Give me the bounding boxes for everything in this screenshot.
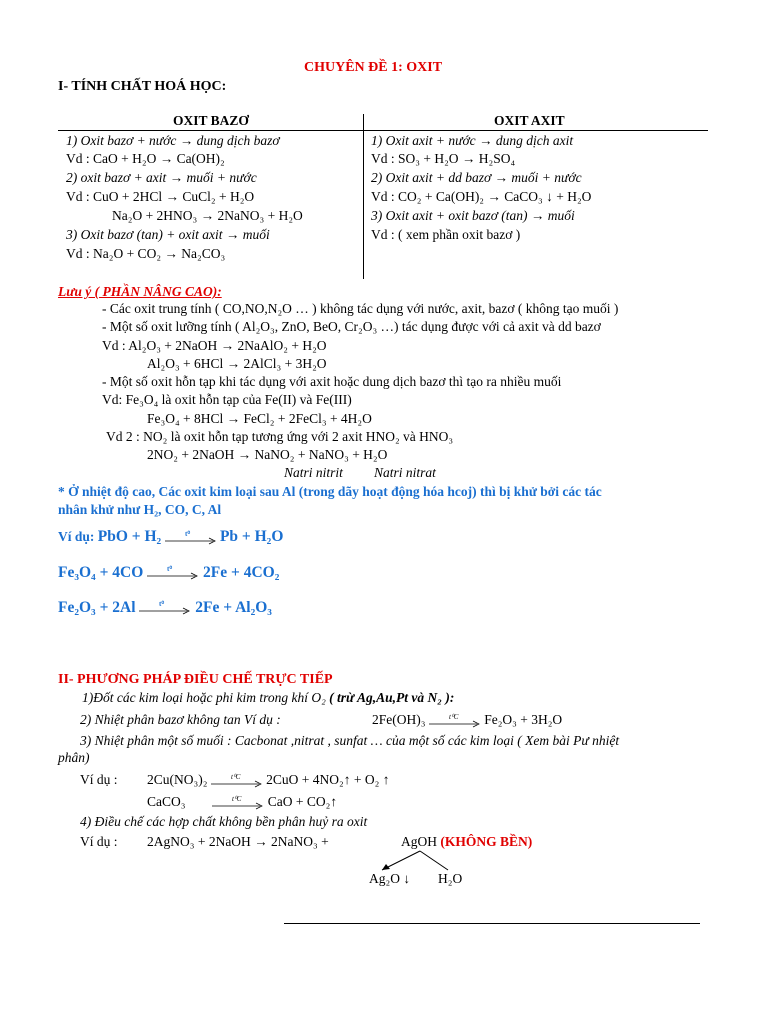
method-3-cont: phân) [58,750,90,765]
footer-rule [284,923,700,924]
method-4: 4) Điều chế các hợp chất không bền phân huỷ ra oxit [80,814,368,829]
heat-arrow-icon [429,712,481,726]
table-right-row: Vd : SO₃ + H₂O → H₂SO₄ [371,151,516,166]
note-label-nitrate: Natri nitrat [374,465,436,480]
section-heading-1: I- TÍNH CHẤT HOÁ HỌC: [58,79,227,94]
eq-right: 2Fe + 4CO₂ [203,564,280,581]
table-left-row: 2) oxit bazơ + axit → muối + nước [66,170,257,185]
note-line: Al₂O₃ + 6HCl → 2AlCl₃ + 3H₂O [147,356,327,371]
table-right-row: 3) Oxit axit + oxit bazơ (tan) → muối [371,208,575,223]
note-heading: Lưu ý ( PHẦN NÂNG CAO): [58,284,222,299]
heat-arrow-icon [211,772,263,786]
heat-arrow-icon [139,600,191,613]
method-4-equation: 2AgNO₃ + 2NaOH → 2NaNO₃ + [147,834,329,849]
note-line: Vd : Al₂O₃ + 2NaOH → 2NaAlO₂ + H₂O [102,338,327,353]
reduction-equation-2 [58,563,279,583]
table-left-row: Vd : CuO + 2HCl → CuCl₂ + H₂O [66,189,255,204]
note-line: Fe₃O₄ + 8HCl → FeCl₂ + 2FeCl₃ + 4H₂O [147,411,372,426]
note-line: - Một số oxit lưỡng tính ( Al₂O₃, ZnO, BeO, Cr₂O₃ …) tác dụng được với cả axit và dd bazơ [102,319,601,334]
table-header-left: OXIT BAZƠ [173,113,249,128]
note-line: Vd: Fe₃O₄ là oxit hỗn tạp của Fe(II) và Fe(III) [102,392,352,407]
table-column-divider [363,114,364,279]
note-line: - Các oxit trung tính ( CO,NO,N₂O … ) không tác dụng với nước, axit, bazơ ( không tạo muối ) [102,301,619,316]
method-3-equation-1: 2Cu(NO₃)₂ t⁰C 2CuO + 4NO₂↑ + O₂ ↑ [147,772,390,787]
highlight-line: * Ở nhiệt độ cao, Các oxit kim loại sau Al (trong dãy hoạt động hóa hcoj) thì bị khử bởi các tác [58,484,602,499]
table-left-row: Vd : Na₂O + CO₂ → Na₂CO₃ [66,246,226,261]
method-3-equation-2: CaCO₃ t⁰C CaO + CO₂↑ [147,794,338,809]
eq-left: Fe₂O₃ + 2Al [58,599,136,616]
table-left-row: 3) Oxit bazơ (tan) + oxit axit → muối [66,227,270,242]
method-1: 1)Đốt các kim loại hoặc phi kim trong khí O₂ ( trừ Ag,Au,Pt và N₂ ): [82,690,455,705]
svg-text:t⁰C: t⁰C [448,712,459,721]
example-label: Ví dụ : [80,834,118,849]
table-right-row: 2) Oxit axit + dd bazơ → muối + nước [371,170,582,185]
highlight-line: nhân khử như H₂, CO, C, Al [58,502,222,517]
example-label: Ví dụ: [58,529,95,544]
svg-text:t⁰: t⁰ [184,529,190,538]
table-right-row: Vd : CO₂ + Ca(OH)₂ → CaCO₃ ↓ + H₂O [371,189,592,204]
note-line: 2NO₂ + 2NaOH → NaNO₂ + NaNO₃ + H₂O [147,447,388,462]
method-2: 2) Nhiệt phân bazơ không tan Ví dụ : [80,712,281,727]
table-divider [58,130,708,131]
svg-text:t⁰C: t⁰C [230,772,241,781]
method-2-equation: 2Fe(OH)₃ t⁰C Fe₂O₃ + 3H₂O [372,712,563,727]
method-3: 3) Nhiệt phân một số muối : Cacbonat ,nitrat , sunfat … của một số các kim loại ( Xem bài Pư nhiệt [80,733,620,748]
page-title: CHUYÊN ĐỀ 1: OXIT [304,60,443,75]
table-left-row: Na₂O + 2HNO₃ → 2NaNO₃ + H₂O [112,208,303,223]
note-line: Vd 2 : NO₂ là oxit hỗn tạp tương ứng với 2 axit HNO₂ và HNO₃ [106,429,454,444]
eq-left: Fe₃O₄ + 4CO [58,564,144,581]
eq-right: Pb + H₂O [219,528,284,545]
product-ag2o: Ag₂O ↓ [369,871,411,886]
eq-left: PbO + H₂ [97,528,162,545]
section-heading-2: II- PHƯƠNG PHÁP ĐIỀU CHẾ TRỰC TIẾP [58,672,333,687]
reduction-equation-1 [58,527,283,547]
eq-right: 2Fe + Al₂O₃ [195,599,272,616]
heat-arrow-icon [147,565,199,578]
reduction-equation-3 [58,598,272,618]
note-label-nitrite: Natri nitrit [284,465,343,480]
table-right-row: 1) Oxit axit + nước → dung dịch axit [371,133,574,148]
heat-arrow-icon [212,794,264,808]
table-left-row: 1) Oxit bazơ + nước → dung dịch bazơ [66,133,280,148]
note-line: - Một số oxit hỗn tạp khi tác dụng với axit hoặc dung dịch bazơ thì tạo ra nhiều muối [102,374,562,389]
table-header-right: OXIT AXIT [494,113,565,128]
example-label: Ví dụ : [80,772,118,787]
svg-text:t⁰: t⁰ [167,565,173,574]
table-right-row: Vd : ( xem phần oxit bazơ ) [371,227,521,242]
table-left-row: Vd : CaO + H₂O → Ca(OH)₂ [66,151,225,166]
svg-text:t⁰: t⁰ [159,600,165,609]
method-4-agoh: AgOH (KHÔNG BỀN) [401,834,533,849]
heat-arrow-icon [165,529,217,543]
svg-text:t⁰C: t⁰C [232,794,242,803]
product-h2o: H₂O [438,871,463,886]
